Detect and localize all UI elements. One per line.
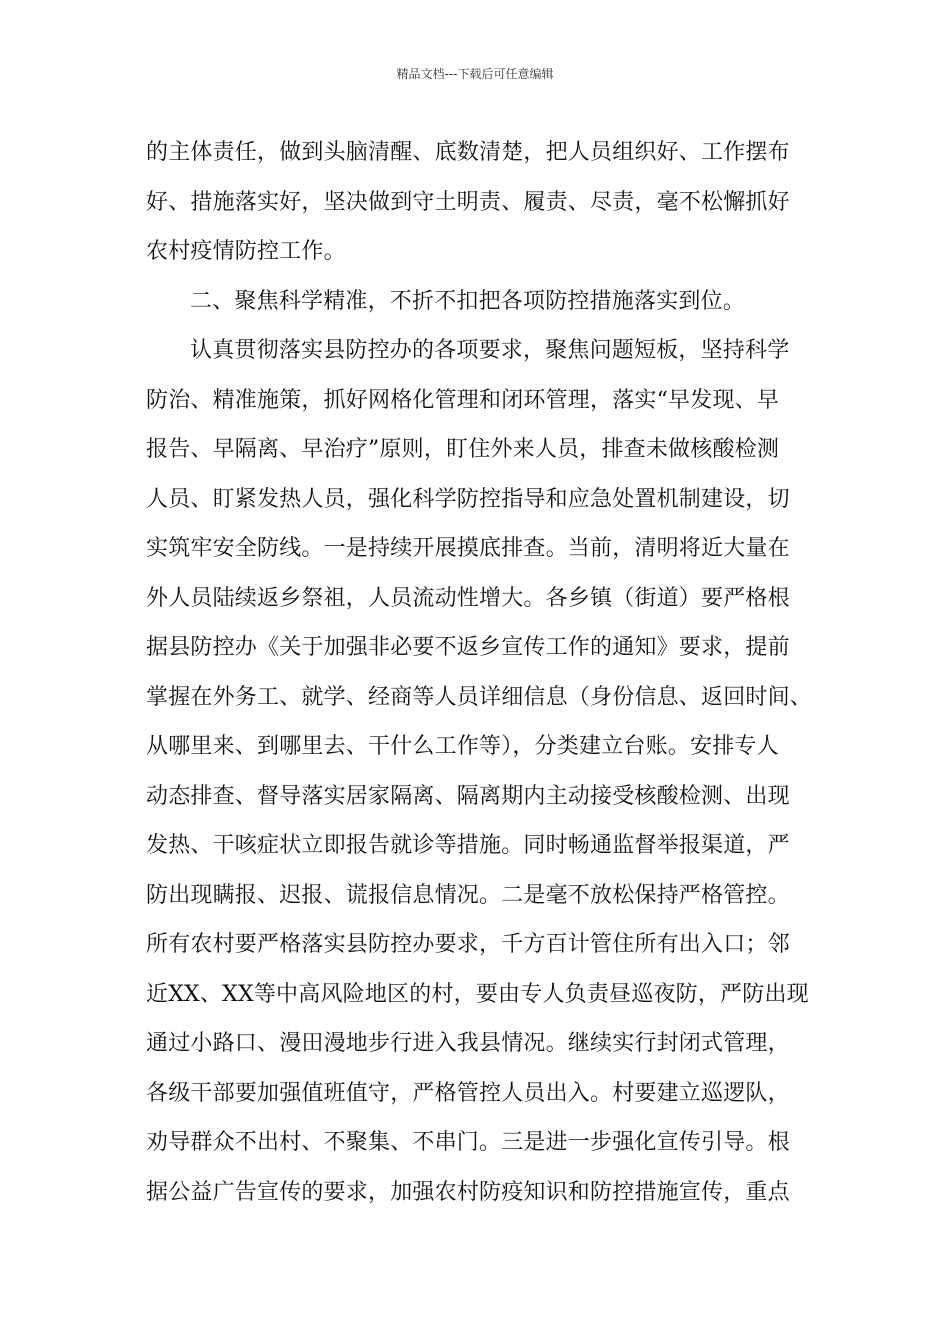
- paragraph-line: 从哪里来、到哪里去、干什么工作等），分类建立台账。安排专人: [146, 734, 779, 759]
- paragraph-line: 通过小路口、漫田漫地步行进入我县情况。继续实行封闭式管理，: [146, 1031, 790, 1056]
- paragraph-line: 的主体责任，做到头脑清醒、底数清楚，把人员组织好、工作摆布: [146, 140, 790, 165]
- paragraph-line: 好、措施落实好，坚决做到守土明责、履责、尽责，毫不松懈抓好: [146, 189, 790, 215]
- paragraph-line: 据县防控办《关于加强非必要不返乡宣传工作的通知》要求，提前: [146, 635, 790, 660]
- paragraph-line: 所有农村要严格落实县防控办要求，千方百计管住所有出入口；邻: [146, 932, 790, 957]
- page-header: 精品文档---下载后可任意编辑: [396, 67, 554, 81]
- paragraph-line: 发热、干咳症状立即报告就诊等措施。同时畅通监督举报渠道，严: [146, 833, 790, 858]
- paragraph-line: 实筑牢安全防线。一是持续开展摸底排查。当前，清明将近大量在: [146, 536, 790, 561]
- paragraph-line: 防治、精准施策，抓好网格化管理和闭环管理，落实“早发现、早: [146, 387, 780, 413]
- paragraph-line: 人员、盯紧发热人员，强化科学防控指导和应急处置机制建设，切: [146, 486, 790, 512]
- paragraph-line: 近XX、XX等中高风险地区的村，要由专人负责昼巡夜防，严防出现: [146, 981, 809, 1007]
- document-body: [146, 128, 846, 1217]
- paragraph-line: 外人员陆续返乡祭祖，人员流动性增大。各乡镇（街道）要严格根: [146, 585, 790, 611]
- section-heading: 二、聚焦科学精准，不折不扣把各项防控措施落实到位。: [190, 288, 746, 314]
- paragraph-line: 据公益广告宣传的要求，加强农村防疫知识和防控措施宣传，重点: [146, 1179, 790, 1205]
- paragraph-line: 农村疫情防控工作。: [146, 239, 346, 264]
- paragraph-line: 认真贯彻落实县防控办的各项要求，聚焦问题短板，坚持科学: [190, 338, 790, 363]
- paragraph-line: 掌握在外务工、就学、经商等人员详细信息（身份信息、返回时间、: [146, 684, 813, 710]
- paragraph-line: 动态排查、督导落实居家隔离、隔离期内主动接受核酸检测、出现: [146, 783, 790, 809]
- paragraph-line: 报告、早隔离、早治疗”原则，盯住外来人员，排查未做核酸检测: [146, 437, 780, 462]
- paragraph-line: 劝导群众不出村、不聚集、不串门。三是进一步强化宣传引导。根: [146, 1130, 790, 1155]
- paragraph-line: 各级干部要加强值班值守，严格管控人员出入。村要建立巡逻队，: [146, 1080, 790, 1106]
- paragraph-line: 防出现瞒报、迟报、谎报信息情况。二是毫不放松保持严格管控。: [146, 882, 790, 908]
